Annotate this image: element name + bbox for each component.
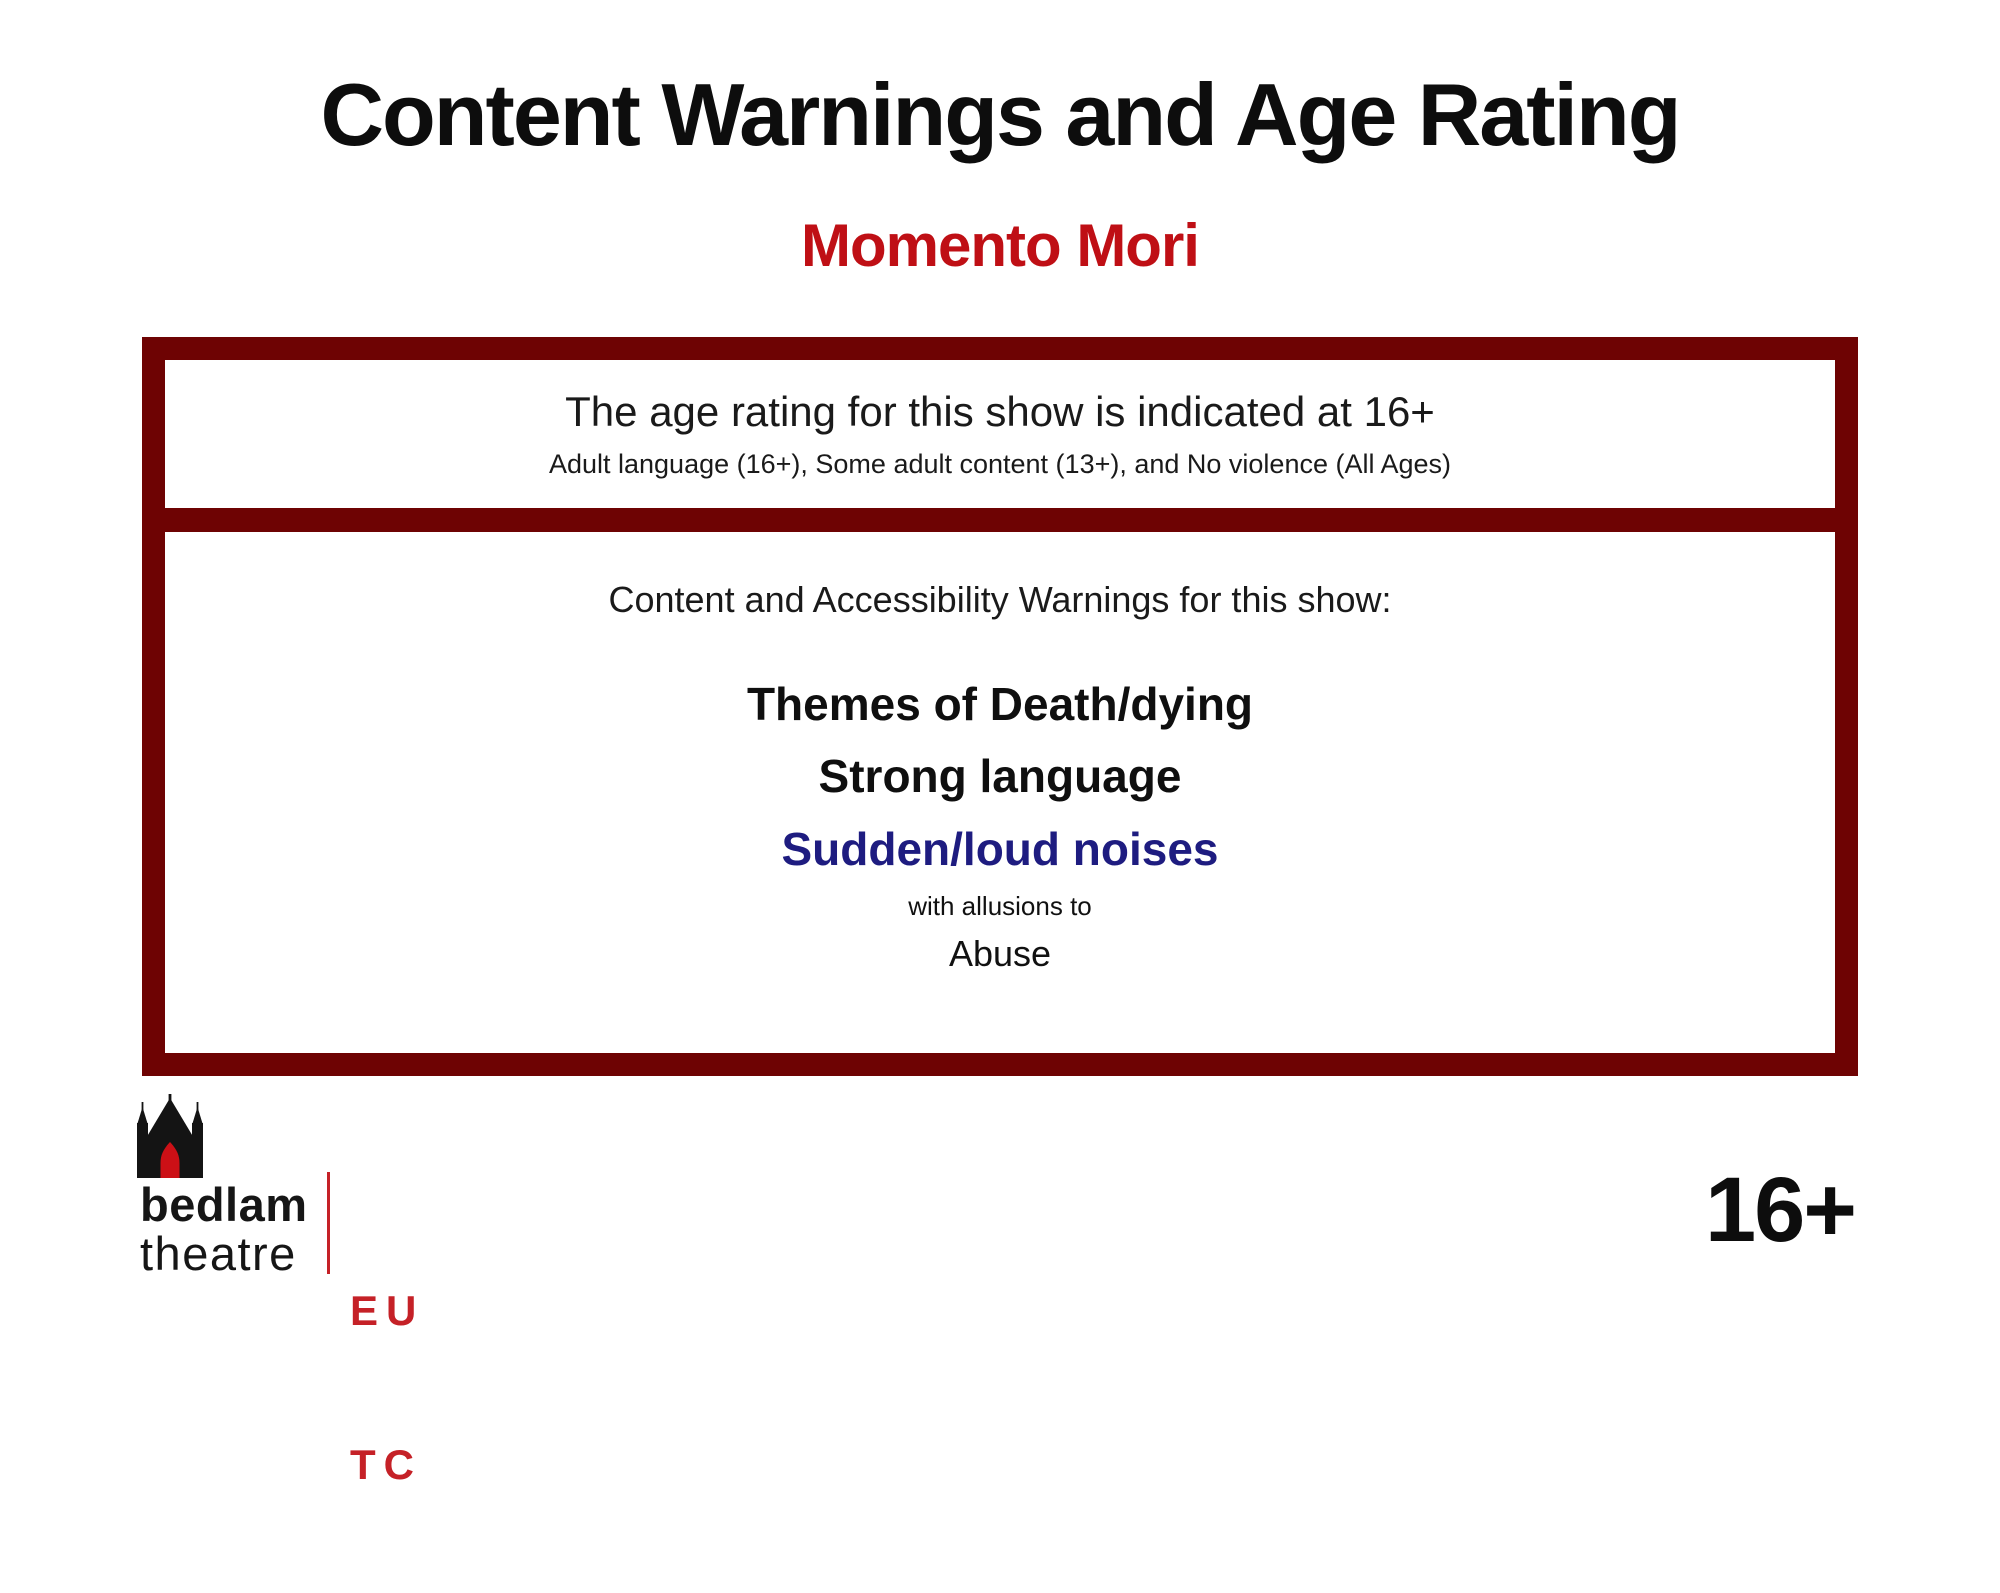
age-badge: 16+ — [1704, 1159, 1855, 1261]
eutc-monogram — [350, 1183, 429, 1593]
allusion-item: Abuse — [948, 932, 1052, 974]
page-title: Content Warnings and Age Rating — [320, 65, 1680, 164]
warning-item: Strong language — [818, 750, 1182, 803]
logo-word-bedlam: bedlam — [140, 1178, 308, 1231]
eutc-line-2: TC — [350, 1441, 422, 1489]
age-rating-heading: The age rating for this show is indicated at 16+ — [565, 388, 1435, 435]
eutc-line-1: EU — [350, 1287, 425, 1335]
age-rating-section — [165, 360, 1835, 508]
logo-divider-line — [327, 1172, 330, 1274]
ratings-frame — [142, 337, 1858, 1076]
warning-item: Themes of Death/dying — [746, 678, 1254, 731]
bedlam-church-icon — [136, 1094, 204, 1178]
logo-word-theatre: theatre — [140, 1227, 297, 1281]
bedlam-wordmark — [140, 1180, 308, 1279]
allusions-intro: with allusions to — [908, 890, 1092, 921]
frame-divider — [165, 508, 1835, 532]
show-title: Momento Mori — [801, 212, 1199, 279]
warning-item: Sudden/loud noises — [781, 822, 1219, 875]
content-warnings-section — [165, 532, 1835, 1053]
age-rating-detail: Adult language (16+), Some adult content (13+), and No violence (All Ages) — [548, 449, 1452, 479]
warnings-heading: Content and Accessibility Warnings for this show: — [608, 579, 1392, 620]
